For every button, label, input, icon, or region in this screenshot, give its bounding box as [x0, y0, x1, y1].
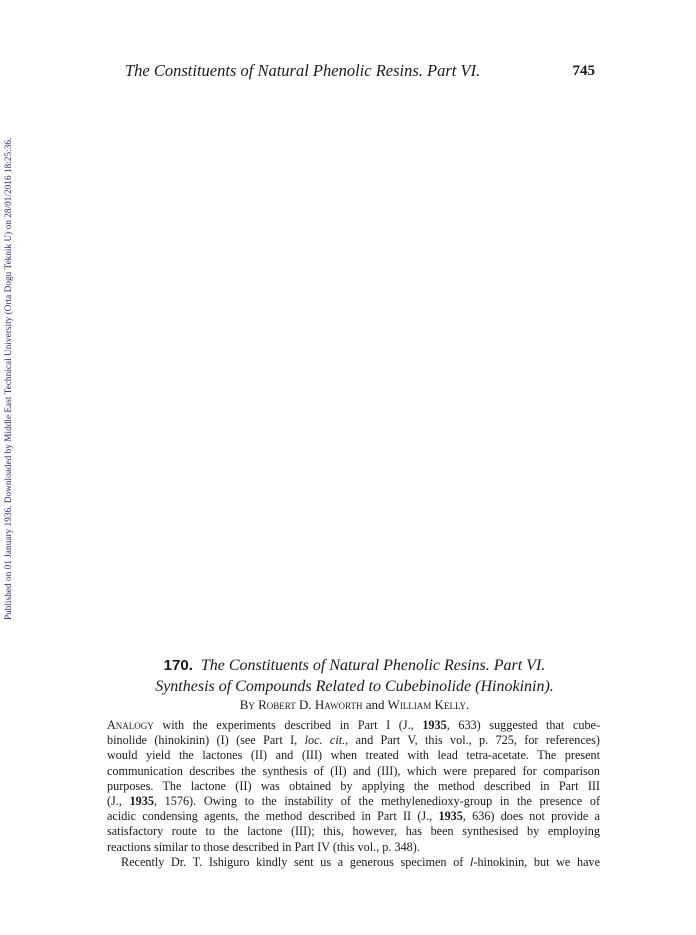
body-line: satisfactory route to the lactone (III); this, however, has been synthesised by employing [107, 824, 600, 839]
author-1: Robert D. Haworth [258, 697, 363, 712]
year-ref: 1935 [422, 718, 447, 732]
text-span: with the experiments described in Part I (J., [153, 718, 423, 732]
body-line [107, 718, 600, 733]
page-number: 745 [572, 63, 595, 79]
text-span: Recently Dr. T. Ishiguro kindly sent us a generous specimen of [121, 854, 471, 869]
body-line: reactions similar to those described in Part IV (this vol., p. 348). [107, 839, 420, 854]
article-number: 170. [163, 657, 193, 674]
author-2: William Kelly. [387, 697, 470, 712]
text-span: , 1576). Owing to the instability of the methylenedioxy-group in the presence of [153, 794, 600, 809]
article-title-line-1 [112, 655, 597, 676]
year-ref: 1935 [129, 794, 154, 809]
body-line [107, 733, 600, 748]
text-span: , 636) does not provide a [462, 809, 600, 824]
text-span: -hinokinin, but we have [473, 854, 600, 869]
italic-prefix: l [470, 854, 474, 869]
text-span: binolide (hinokinin) (I) (see Part I, [107, 733, 305, 748]
running-head [125, 60, 595, 82]
article-title-line-2: Synthesis of Compounds Related to Cubebinolide (Hinokinin). [155, 678, 554, 695]
text-span: acidic condensing agents, the method described in Part II (J., [107, 809, 439, 824]
body-line [107, 809, 600, 824]
text-span: (J., [107, 794, 130, 809]
body-line [107, 794, 600, 809]
article-title-part-1: The Constituents of Natural Phenolic Resins. Part VI. [200, 657, 546, 674]
article-body [107, 718, 600, 870]
text-span: , 633) suggested that cube- [446, 718, 600, 732]
body-line [107, 855, 600, 870]
text-span: , and Part V, this vol., p. 725, for references) [345, 733, 600, 748]
running-head-title: The Constituents of Natural Phenolic Resins. Part VI. [125, 61, 481, 80]
body-line: communication describes the synthesis of (II) and (III), which were prepared for comparison [107, 763, 600, 778]
year-ref: 1935 [438, 809, 463, 824]
loc-cit: loc. cit. [304, 733, 346, 748]
article-heading [112, 655, 597, 697]
download-notice: Published on 01 January 1936. Downloaded by Middle East Technical University (Orta Dogu Teknik U) on 28/01/2016 18:25:36. [3, 137, 13, 620]
byline [112, 697, 597, 713]
byline-and: and [365, 697, 385, 712]
body-line: would yield the lactones (II) and (III) when treated with lead tetra-acetate. The present [107, 748, 600, 763]
body-line: purposes. The lactone (II) was obtained by applying the method described in Part III [107, 778, 600, 793]
first-word: Analogy [107, 718, 154, 732]
byline-prefix: By [239, 697, 255, 712]
